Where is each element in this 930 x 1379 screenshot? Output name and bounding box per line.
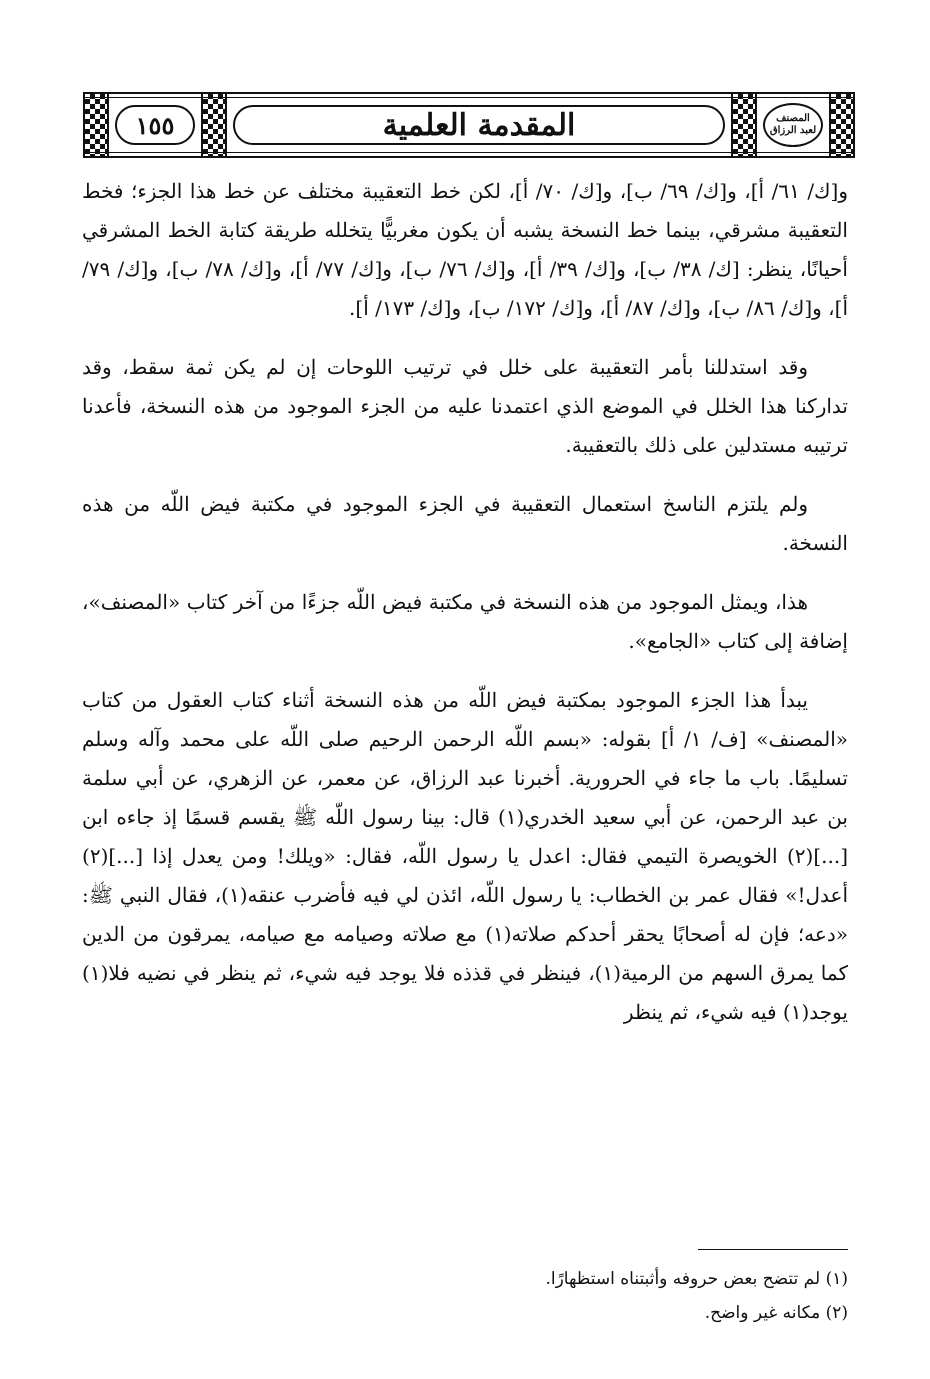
footnote-1: (١) لم تتضح بعض حروفه وأثبتناه استظهارًا.: [545, 1269, 848, 1289]
logo-line-2: لعبد الرزاق: [769, 125, 817, 136]
footnotes: [82, 1262, 848, 1330]
ornament-mid-right: [731, 94, 757, 156]
section-title: المقدمة العلمية: [233, 105, 725, 145]
ornament-left: [83, 94, 109, 156]
footnote-separator: [698, 1249, 848, 1250]
page-header: [83, 92, 855, 158]
paragraph: يبدأ هذا الجزء الموجود بمكتبة فيض اللّه من هذه النسخة أثناء كتاب العقول من كتاب «المصنف» [ف/ ١/ أ] بقوله: «بسم اللّه الرحمن الرحيم صلى اللّه على محمد وآله وسلم تسليمًا. باب ما جاء في الحرورية. أخبرنا عبد الرزاق، عن معمر، عن الزهري، عن أبي سلمة بن عبد الرحمن، عن أبي سعيد الخدري(١) قال: بينا رسول اللّه ﷺ يقسم قسمًا إذ جاءه ابن [...](٢) الخويصرة التيمي فقال: اعدل يا رسول اللّه، فقال: «ويلك! ومن يعدل إذا [...](٢) أعدل!» فقال عمر بن الخطاب: يا رسول اللّه، ائذن لي فيه فأضرب عنقه(١)، فقال النبي ﷺ: «دعه؛ فإن له أصحابًا يحقر أحدكم صلاته(١) مع صلاته وصيامه مع صيامه، يمرقون من الدين كما يمرق السهم من الرمية(١)، فينظر في قذذه فلا يوجد فيه شيء، ثم ينظر في نضيه فلا(١) يوجد(١) فيه شيء، ثم ينظر: [82, 688, 849, 1024]
paragraph: ولم يلتزم الناسخ استعمال التعقيبة في الجزء الموجود في مكتبة فيض اللّه من هذه النسخة.: [82, 492, 848, 555]
logo-line-1: المصنف: [776, 113, 810, 124]
paragraph: و[ك/ ٦١/ أ]، و[ك/ ٦٩/ ب]، و[ك/ ٧٠/ أ]، لكن خط التعقيبة مختلف عن خط هذا الجزء؛ فخط التعقيبة مشرقي، بينما خط النسخة يشبه أن يكون مغربيًّا يتخلله طريقة كتابة الخط المشرقي أحيانًا، ينظر: [ك/ ٣٨/ ب]، و[ك/ ٣٩/ أ]، و[ك/ ٧٦/ ب]، و[ك/ ٧٧/ أ]، و[ك/ ٧٨/ ب]، و[ك/ ٧٩/ أ]، و[ك/ ٨٦/ ب]، و[ك/ ٨٧/ أ]، و[ك/ ١٧٢/ ب]، و[ك/ ١٧٣/ أ].: [82, 179, 849, 320]
book-logo: [757, 94, 829, 156]
title-cartouche: [227, 94, 731, 156]
main-text: [82, 172, 848, 1032]
paragraph: هذا، ويمثل الموجود من هذه النسخة في مكتبة فيض اللّه جزءًا من آخر كتاب «المصنف»، إضافة إلى كتاب «الجامع».: [82, 590, 848, 653]
page-number: ١٥٥: [115, 105, 195, 145]
page-number-cartouche: [109, 94, 201, 156]
ornament-mid-left: [201, 94, 227, 156]
paragraph: وقد استدللنا بأمر التعقيبة على خلل في ترتيب اللوحات إن لم يكن ثمة سقط، وقد تداركنا هذا الخلل في الموضع الذي اعتمدنا عليه من الجزء الموجود من هذه النسخة، فأعدنا ترتيبه مستدلين على ذلك بالتعقيبة.: [82, 355, 848, 457]
ornament-right: [829, 94, 855, 156]
footnote-2: (٢) مكانه غير واضح.: [704, 1303, 848, 1323]
